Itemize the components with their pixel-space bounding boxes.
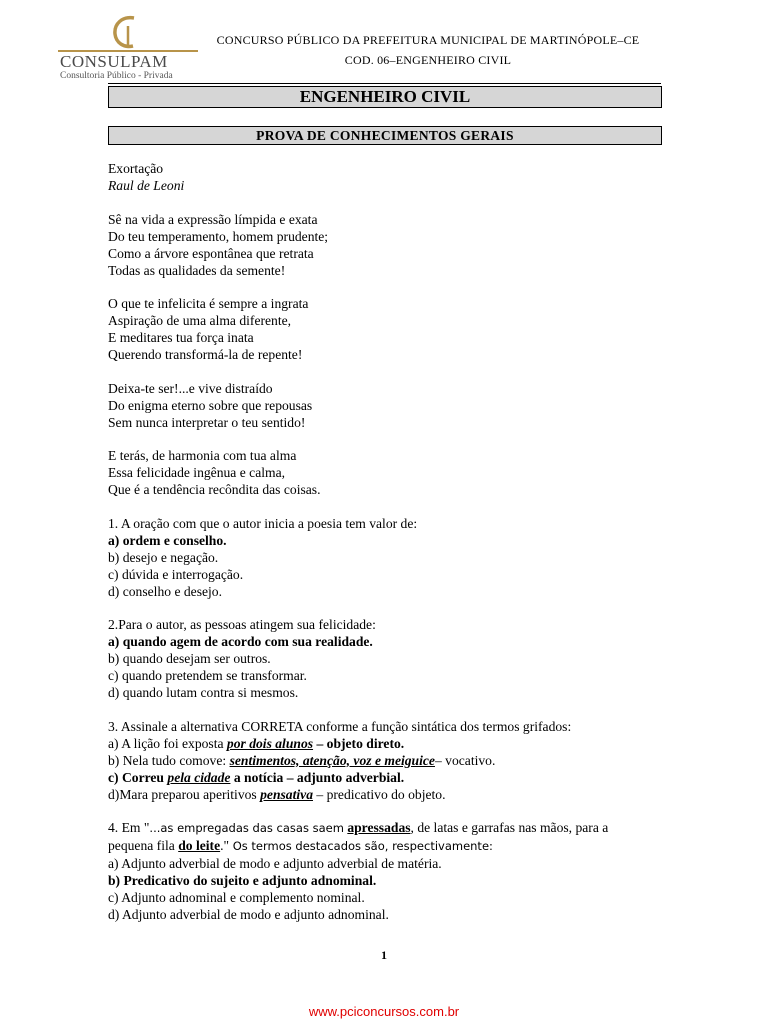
- question-3-option-d: [108, 786, 666, 803]
- poem-line: Que é a tendência recôndita das coisas.: [108, 482, 321, 497]
- poem-line: Aspiração de uma alma diferente,: [108, 313, 292, 328]
- poem-line: Todas as qualidades da semente!: [108, 262, 286, 278]
- highlighted-term: apressadas: [347, 820, 411, 835]
- poem-line: Querendo transformá-la de repente!: [108, 347, 303, 362]
- stem-text: pequena fila: [108, 838, 179, 853]
- question-1-option-a: a) ordem e conselho.: [108, 532, 227, 548]
- highlighted-term: por dois alunos: [226, 735, 314, 751]
- poem-title: Exortação: [108, 161, 164, 176]
- question-2-option-d: d) quando lutam contra si mesmos.: [108, 685, 299, 700]
- footer-url[interactable]: www.pciconcursos.com.br: [308, 1004, 460, 1019]
- option-text: c) Correu: [108, 769, 168, 785]
- section-title: PROVA DE CONHECIMENTOS GERAIS: [108, 126, 662, 145]
- poem-line: Como a árvore espontânea que retrata: [108, 245, 314, 261]
- question-4-option-b: b) Predicativo do sujeito e adjunto adnominal.: [108, 873, 377, 888]
- stem-text: 4. Em ": [108, 820, 150, 835]
- poem-line: Deixa-te ser!...e vive distraído: [108, 380, 273, 396]
- poem-author: Raul de Leoni: [108, 178, 185, 193]
- question-4-option-d: d) Adjunto adverbial de modo e adjunto adnominal.: [108, 907, 389, 922]
- poem-line: Do enigma eterno sobre que repousas: [108, 397, 313, 413]
- question-3-stem: 3. Assinale a alternativa CORRETA conforme a função sintática dos termos grifados:: [108, 718, 572, 734]
- stem-text: Os termos destacados são, respectivamente:: [229, 839, 493, 853]
- exam-header: [200, 30, 656, 70]
- stem-text: , de latas e garrafas nas mãos, para a: [410, 820, 609, 835]
- question-4-stem-line-1: [108, 819, 666, 837]
- logo-name: CONSULPAM: [60, 52, 168, 71]
- option-text: – vocativo.: [434, 752, 496, 768]
- poem-line: O que te infelicita é sempre a ingrata: [108, 296, 309, 311]
- header-divider: [108, 83, 661, 84]
- highlighted-term: sentimentos, atenção, voz e meiguice: [229, 752, 435, 768]
- poem-line: Sê na vida a expressão límpida e exata: [108, 211, 318, 227]
- option-text: b) Nela tudo comove:: [108, 752, 230, 768]
- stem-text: .": [220, 838, 230, 853]
- poem-line: E terás, de harmonia com tua alma: [108, 448, 297, 463]
- question-2-option-a: a) quando agem de acordo com sua realidade.: [108, 634, 373, 649]
- poem-line: Do teu temperamento, homem prudente;: [108, 228, 329, 244]
- option-text: – objeto direto.: [313, 735, 405, 751]
- poem-line: Essa felicidade ingênua e calma,: [108, 465, 286, 480]
- highlighted-term: pensativa: [260, 786, 313, 802]
- question-2-option-c: c) quando pretendem se transformar.: [108, 668, 307, 683]
- question-3-option-c: [108, 769, 666, 786]
- exam-content: [108, 160, 666, 923]
- question-1-option-d: d) conselho e desejo.: [108, 583, 223, 599]
- highlighted-term: pela cidade: [167, 769, 231, 785]
- question-2-option-b: b) quando desejam ser outros.: [108, 651, 271, 666]
- option-text: a) A lição foi exposta: [108, 735, 227, 751]
- question-2-stem: 2.Para o autor, as pessoas atingem sua felicidade:: [108, 617, 376, 632]
- question-3-option-b: [108, 752, 666, 769]
- poem-line: Sem nunca interpretar o teu sentido!: [108, 414, 306, 430]
- page-number: 1: [381, 948, 387, 962]
- header-line-2: COD. 06–ENGENHEIRO CIVIL: [344, 53, 512, 67]
- question-4-stem-line-2: [108, 837, 666, 855]
- header-line-1: CONCURSO PÚBLICO DA PREFEITURA MUNICIPAL DE MARTINÓPOLE–CE: [216, 33, 640, 47]
- question-1-stem: 1. A oração com que o autor inicia a poesia tem valor de:: [108, 515, 418, 531]
- question-4-option-a: a) Adjunto adverbial de modo e adjunto adverbial de matéria.: [108, 856, 442, 871]
- question-1-option-b: b) desejo e negação.: [108, 549, 219, 565]
- exam-title: ENGENHEIRO CIVIL: [108, 86, 662, 108]
- poem-line: E meditares tua força inata: [108, 330, 254, 345]
- option-text: – predicativo do objeto.: [313, 786, 446, 802]
- option-text: a notícia – adjunto adverbial.: [230, 769, 405, 785]
- highlighted-term: do leite: [178, 838, 221, 853]
- option-text: d)Mara preparou aperitivos: [108, 786, 261, 802]
- stem-text: ...as empregadas das casas saem: [149, 821, 344, 835]
- logo-subtitle: Consultoria Público - Privada: [60, 71, 173, 81]
- question-1-option-c: c) dúvida e interrogação.: [108, 566, 244, 582]
- question-3-option-a: [108, 735, 666, 752]
- question-4-option-c: c) Adjunto adnominal e complemento nominal.: [108, 890, 365, 905]
